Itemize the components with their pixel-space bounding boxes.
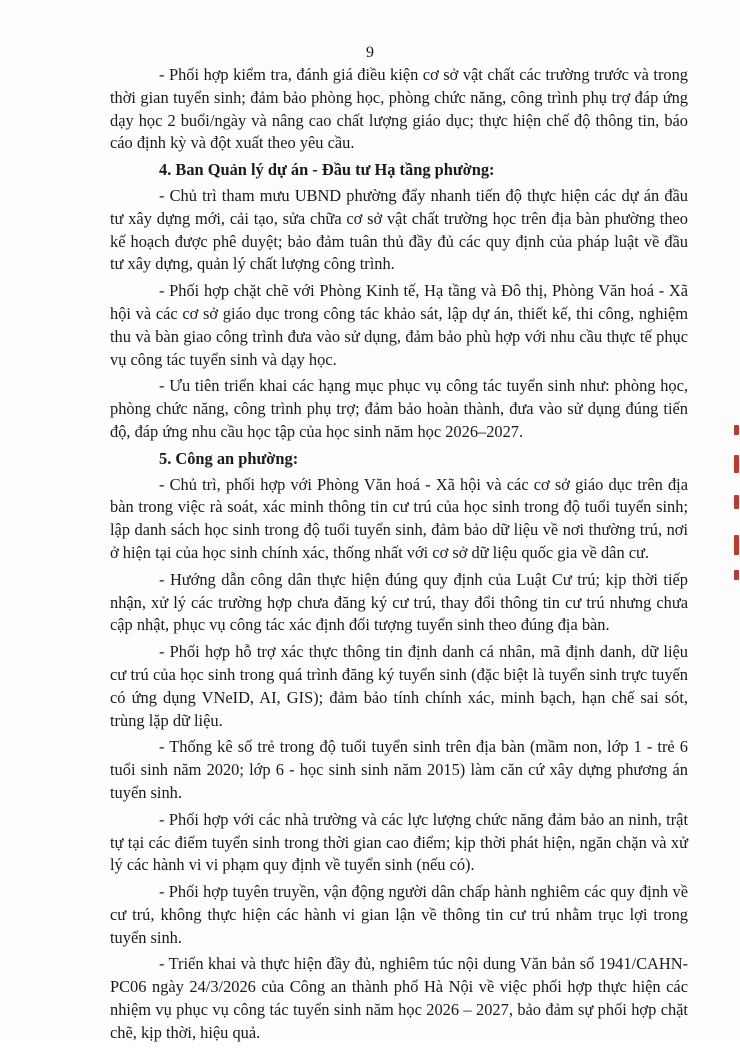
scan-edge-mark: [732, 425, 740, 585]
paragraph: - Hướng dẫn công dân thực hiện đúng quy định của Luật Cư trú; kịp thời tiếp nhận, xử lý các trường hợp chưa đăng ký cư trú, thay đổi thông tin cư trú nhưng chưa cập nhật, phục vụ công tác xác định đối tượng tuyển sinh theo đúng địa bàn.: [110, 569, 688, 635]
paragraph: - Thống kê số trẻ trong độ tuổi tuyển sinh trên địa bàn (mầm non, lớp 1 - trẻ 6 tuổi sinh năm 2020; lớp 6 - học sinh sinh năm 2015) làm căn cứ xây dựng phương án tuyển sinh.: [110, 737, 688, 802]
page-number: 9: [366, 44, 374, 61]
paragraph: - Chủ trì, phối hợp với Phòng Văn hoá - Xã hội và các cơ sở giáo dục trên địa bàn trong việc rà soát, xác minh thông tin cư trú của học sinh trong độ tuổi tuyển sinh; lập danh sách học sinh trong độ tuổi tuyển sinh, đảm bảo dữ liệu về nơi thường trú, nơi ở hiện tại của học sinh chính xác, thống nhất với cơ sở dữ liệu quốc gia về dân cư.: [110, 474, 688, 562]
scan-mark-fragment: [734, 455, 739, 473]
paragraph: - Phối hợp hỗ trợ xác thực thông tin định danh cá nhân, mã định danh, dữ liệu cư trú của học sinh trong quá trình đăng ký tuyển sinh (đặc biệt là tuyển sinh trực tuyến có ứng dụng VNeID, AI, GIS); đảm bảo tính chính xác, minh bạch, hạn chế sai sót, trùng lặp dữ liệu.: [110, 642, 688, 730]
scan-mark-fragment: [734, 570, 739, 580]
document-body: [110, 64, 688, 1049]
paragraph: - Ưu tiên triển khai các hạng mục phục vụ công tác tuyển sinh như: phòng học, phòng chức năng, công trình phụ trợ; đảm bảo hoàn thành, đưa vào sử dụng đúng tiến độ, đáp ứng nhu cầu học tập của học sinh năm học 2026–2027.: [110, 376, 688, 441]
scan-mark-fragment: [734, 425, 739, 435]
paragraph: - Phối hợp với các nhà trường và các lực lượng chức năng đảm bảo an ninh, trật tự tại các điểm tuyển sinh trong thời gian cao điểm; kịp thời phát hiện, ngăn chặn và xử lý các hành vi vi phạm quy định về tuyển sinh (nếu có).: [110, 809, 688, 875]
section-heading-5: 5. Công an phường:: [159, 448, 299, 468]
section-heading-4: 4. Ban Quản lý dự án - Đầu tư Hạ tầng phường:: [159, 160, 495, 180]
paragraph: - Phối hợp tuyên truyền, vận động người dân chấp hành nghiêm các quy định về cư trú, không thực hiện các hành vi gian lận về thông tin cư trú nhằm trục lợi trong tuyển sinh.: [110, 882, 688, 947]
paragraph: - Phối hợp chặt chẽ với Phòng Kinh tế, Hạ tầng và Đô thị, Phòng Văn hoá - Xã hội và các cơ sở giáo dục trong công tác khảo sát, lập dự án, thiết kế, thi công, nghiệm thu và bàn giao công trình đưa vào sử dụng, đảm bảo phù hợp với nhu cầu thực tế phục vụ công tác tuyển sinh và dạy học.: [110, 281, 688, 369]
paragraph: - Triển khai và thực hiện đầy đủ, nghiêm túc nội dung Văn bản số 1941/CAHN-PC06 ngày 24/3/2026 của Công an thành phố Hà Nội về việc phối hợp thực hiện các nhiệm vụ phục vụ công tác tuyển sinh năm học 2026 – 2027, bảo đảm sự phối hợp chặt chẽ, kịp thời, hiệu quả.: [110, 954, 688, 1042]
paragraph: - Phối hợp kiểm tra, đánh giá điều kiện cơ sở vật chất các trường trước và trong thời gian tuyển sinh; đảm bảo phòng học, phòng chức năng, công trình phụ trợ đáp ứng dạy học 2 buổi/ngày và nâng cao chất lượng giáo dục; thực hiện chế độ thông tin, báo cáo định kỳ và đột xuất theo yêu cầu.: [110, 65, 688, 153]
scan-mark-fragment: [734, 495, 739, 509]
scan-mark-fragment: [734, 535, 739, 555]
paragraph: - Chủ trì tham mưu UBND phường đẩy nhanh tiến độ thực hiện các dự án đầu tư xây dựng mới, cải tạo, sửa chữa cơ sở vật chất trường học trên địa bàn phường theo kế hoạch được phê duyệt; bảo đảm tuân thủ đầy đủ các quy định của pháp luật về đầu tư xây dựng, quản lý chất lượng công trình.: [110, 185, 688, 274]
